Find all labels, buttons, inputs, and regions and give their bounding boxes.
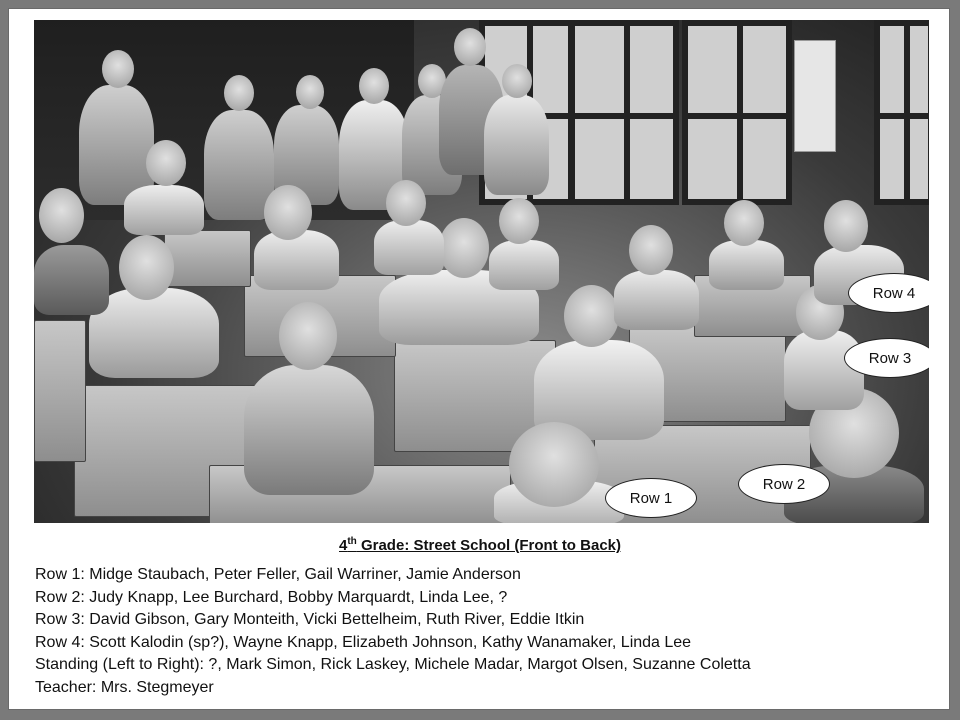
student-head: [499, 198, 539, 244]
student-head: [119, 235, 174, 300]
grade-number: 4: [339, 537, 348, 554]
photo-caption: [9, 536, 951, 554]
student-figure: [254, 230, 339, 290]
caption-text: Grade: Street School (Front to Back): [356, 537, 621, 554]
school-desk: [164, 230, 251, 287]
student-figure: [784, 330, 864, 410]
row-3-label: Row 3: [844, 338, 929, 378]
student-head: [724, 200, 764, 246]
student-head: [509, 422, 599, 507]
student-figure: [484, 95, 549, 195]
class-photo: [34, 20, 929, 523]
student-head: [502, 64, 532, 98]
student-head: [564, 285, 619, 347]
teacher-head: [454, 28, 486, 66]
student-figure: [374, 220, 444, 275]
roster-row-4: Row 4: Scott Kalodin (sp?), Wayne Knapp, Elizabeth Johnson, Kathy Wanamaker, Linda Lee: [35, 633, 692, 651]
roster-row-1: Row 1: Midge Staubach, Peter Feller, Gail Warriner, Jamie Anderson: [35, 566, 521, 583]
student-head: [224, 75, 254, 111]
student-figure: [244, 365, 374, 495]
row-4-label: Row 4: [848, 273, 929, 313]
roster-teacher: Teacher: Mrs. Stegmeyer: [35, 678, 214, 696]
student-head: [386, 180, 426, 226]
classroom-window: [874, 20, 929, 205]
wall-poster: [794, 40, 836, 152]
student-head: [629, 225, 673, 275]
roster-row-2: Row 2: Judy Knapp, Lee Burchard, Bobby Marquardt, Linda Lee, ?: [35, 588, 508, 606]
student-figure: [204, 110, 274, 220]
grade-suffix: th: [347, 536, 357, 547]
student-head: [279, 302, 337, 370]
row-2-label: Row 2: [738, 464, 830, 504]
roster-row-3: Row 3: David Gibson, Gary Monteith, Vicki Bettelheim, Ruth River, Eddie Itkin: [35, 611, 585, 628]
student-head: [102, 50, 134, 88]
student-head: [359, 68, 389, 104]
row-1-label: Row 1: [605, 478, 697, 518]
school-desk: [34, 320, 86, 462]
student-figure: [709, 240, 784, 290]
student-head: [39, 188, 84, 243]
classroom-window: [682, 20, 792, 205]
student-head: [296, 75, 324, 109]
classroom-window: [569, 20, 679, 205]
slide: [8, 8, 950, 710]
student-figure: [124, 185, 204, 235]
student-head: [146, 140, 186, 186]
roster-standing: Standing (Left to Right): ?, Mark Simon, Rick Laskey, Michele Madar, Margot Olsen, Suzanne Coletta: [35, 656, 751, 673]
student-roster: [35, 564, 935, 699]
student-head: [824, 200, 868, 252]
student-figure: [489, 240, 559, 290]
student-figure: [34, 245, 109, 315]
student-figure: [614, 270, 699, 330]
student-head: [264, 185, 312, 240]
student-head: [439, 218, 489, 278]
